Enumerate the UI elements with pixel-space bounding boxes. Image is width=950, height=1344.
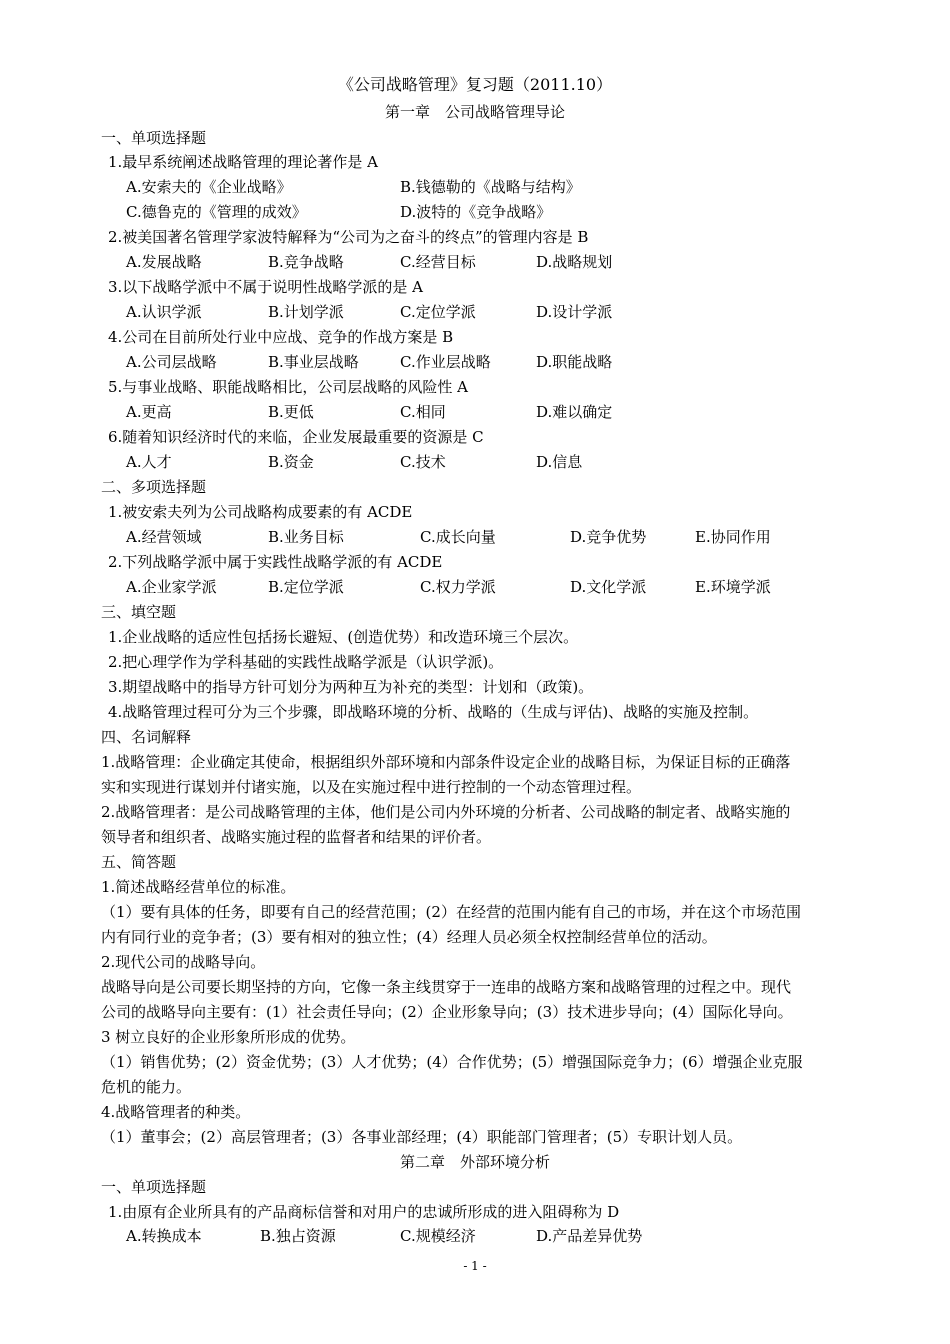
short-answer-question: 2.现代公司的战略导向。 <box>101 953 266 971</box>
question: 3.以下战略学派中不属于说明性战略学派的是 A <box>108 278 423 296</box>
fill-blank-item: 4.战略管理过程可分为三个步骤，即战略环境的分析、战略的（生成与评估)、战略的实施及控制。 <box>108 703 759 721</box>
option: A.经营领域 <box>126 528 202 546</box>
option: D.战略规划 <box>536 253 613 271</box>
answer-text: （1）董事会；(2）高层管理者；(3）各事业部经理；(4）职能部门管理者；(5）专职计划人员。 <box>101 1128 743 1146</box>
option: A.人才 <box>126 453 172 471</box>
option: D.产品差异优势 <box>536 1227 643 1245</box>
section-heading: 一、单项选择题 <box>101 129 207 147</box>
definition-text: 实和实现进行谋划并付诸实施，以及在实施过程中进行控制的一个动态管理过程。 <box>101 778 642 796</box>
option: D.职能战略 <box>536 353 613 371</box>
section-heading: 一、单项选择题 <box>101 1178 207 1196</box>
option: B.竞争战略 <box>268 253 344 271</box>
option: C.经营目标 <box>400 253 476 271</box>
option: C.技术 <box>400 453 446 471</box>
option: B.钱德勒的《战略与结构》 <box>400 178 581 196</box>
option: A.认识学派 <box>126 303 202 321</box>
question: 2.下列战略学派中属于实践性战略学派的有 ACDE <box>108 553 443 571</box>
answer-text: 内有同行业的竞争者；(3）要有相对的独立性；(4）经理人员必须全权控制经营单位的活动。 <box>101 928 717 946</box>
chapter-1-heading: 第一章 公司战略管理导论 <box>384 103 565 121</box>
option: A.转换成本 <box>126 1227 202 1245</box>
section-heading: 四、名词解释 <box>101 728 192 746</box>
option: A.企业家学派 <box>126 578 217 596</box>
option: C.规模经济 <box>400 1227 476 1245</box>
short-answer-question: 4.战略管理者的种类。 <box>101 1103 251 1121</box>
option: A.更高 <box>126 403 172 421</box>
option: C.成长向量 <box>420 528 496 546</box>
question: 1.由原有企业所具有的产品商标信誉和对用户的忠诚所形成的进入阻碍称为 D <box>108 1203 620 1221</box>
option: B.定位学派 <box>268 578 344 596</box>
page-number: - 1 - <box>463 1259 487 1273</box>
option: B.业务目标 <box>268 528 344 546</box>
option: B.计划学派 <box>268 303 344 321</box>
fill-blank-item: 2.把心理学作为学科基础的实践性战略学派是（认识学派)。 <box>108 653 504 671</box>
answer-text: 战略导向是公司要长期坚持的方向，它像一条主线贯穿于一连串的战略方案和战略管理的过程之中。现代 <box>101 978 792 996</box>
question: 5.与事业战略、职能战略相比，公司层战略的风险性 A <box>108 378 468 396</box>
option: A.安索夫的《企业战略》 <box>126 178 292 196</box>
answer-text: （1）销售优势；(2）资金优势；(3）人才优势；(4）合作优势；(5）增强国际竞争力；(6）增强企业克服 <box>101 1053 803 1071</box>
option: C.作业层战略 <box>400 353 491 371</box>
option: B.更低 <box>268 403 314 421</box>
option: D.波特的《竞争战略》 <box>400 203 552 221</box>
option: D.难以确定 <box>536 403 613 421</box>
question: 1.最早系统阐述战略管理的理论著作是 A <box>108 153 378 171</box>
option: A.公司层战略 <box>126 353 217 371</box>
option: E.环境学派 <box>695 578 771 596</box>
definition-text: 1.战略管理：企业确定其使命，根据组织外部环境和内部条件设定企业的战略目标，为保证目标的正确落 <box>101 753 791 771</box>
section-heading: 五、简答题 <box>101 853 177 871</box>
option: D.文化学派 <box>570 578 647 596</box>
option: C.定位学派 <box>400 303 476 321</box>
document-title: 《公司战略管理》复习题（2011.10） <box>337 75 613 94</box>
answer-text: （1）要有具体的任务，即要有自己的经营范围；(2）在经营的范围内能有自己的市场，并在这个市场范围 <box>101 903 801 921</box>
option: B.资金 <box>268 453 314 471</box>
answer-text: 危机的能力。 <box>101 1078 192 1096</box>
section-heading: 二、多项选择题 <box>101 478 207 496</box>
option: B.事业层战略 <box>268 353 359 371</box>
option: A.发展战略 <box>126 253 202 271</box>
short-answer-question: 3 树立良好的企业形象所形成的优势。 <box>101 1028 356 1046</box>
fill-blank-item: 1.企业战略的适应性包括扬长避短、(创造优势）和改造环境三个层次。 <box>108 628 579 646</box>
option: B.独占资源 <box>260 1227 336 1245</box>
chapter-2-heading: 第二章 外部环境分析 <box>399 1153 550 1171</box>
option: D.信息 <box>536 453 583 471</box>
option: C.权力学派 <box>420 578 496 596</box>
answer-text: 公司的战略导向主要有：(1）社会责任导向；(2）企业形象导向；(3）技术进步导向；(4）国际化导向。 <box>101 1003 793 1021</box>
definition-text: 领导者和组织者、战略实施过程的监督者和结果的评价者。 <box>101 828 492 846</box>
question: 1.被安索夫列为公司战略构成要素的有 ACDE <box>108 503 413 521</box>
question: 4.公司在目前所处行业中应战、竞争的作战方案是 B <box>108 328 454 346</box>
option: D.竞争优势 <box>570 528 647 546</box>
option: D.设计学派 <box>536 303 613 321</box>
option: E.协同作用 <box>695 528 771 546</box>
option: C.相同 <box>400 403 446 421</box>
question: 2.被美国著名管理学家波特解释为“公司为之奋斗的终点”的管理内容是 B <box>108 228 589 246</box>
short-answer-question: 1.简述战略经营单位的标准。 <box>101 878 296 896</box>
question: 6.随着知识经济时代的来临，企业发展最重要的资源是 C <box>108 428 484 446</box>
section-heading: 三、填空题 <box>101 603 177 621</box>
option: C.德鲁克的《管理的成效》 <box>126 203 307 221</box>
fill-blank-item: 3.期望战略中的指导方针可划分为两种互为补充的类型：计划和（政策)。 <box>108 678 594 696</box>
definition-text: 2.战略管理者：是公司战略管理的主体，他们是公司内外环境的分析者、公司战略的制定者、战略实施的 <box>101 803 791 821</box>
